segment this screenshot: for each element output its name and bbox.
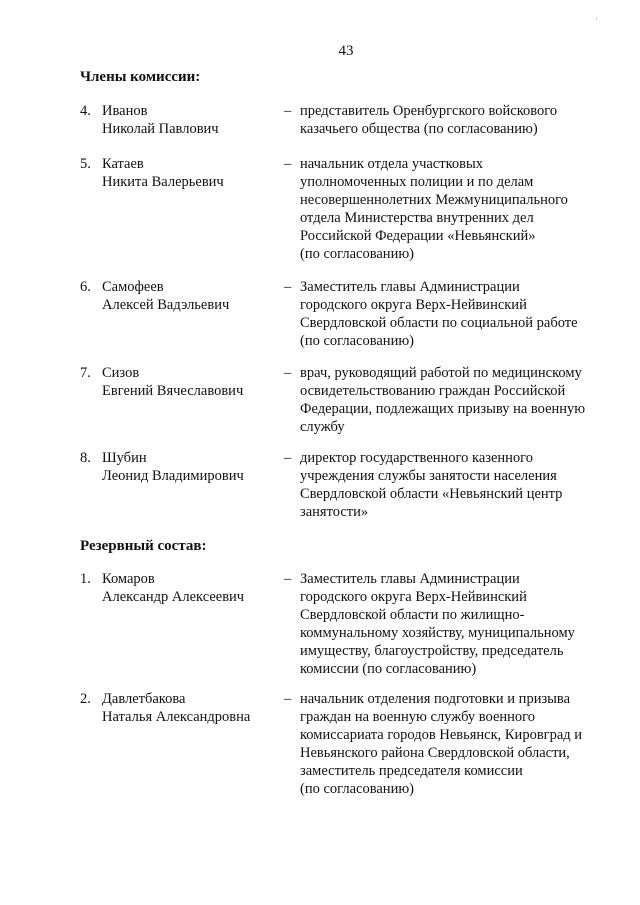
role-line: несовершеннолетних Межмуниципального	[300, 192, 568, 208]
surname: Шубин	[102, 450, 147, 466]
entry-name	[102, 364, 292, 400]
entry-dash: –	[284, 365, 292, 381]
role-line: коммунальному хозяйству, муниципальному	[300, 625, 575, 641]
role-line: начальник отдела участковых	[300, 156, 483, 172]
surname: Иванов	[102, 103, 148, 119]
role-line: Заместитель главы Администрации	[300, 571, 520, 587]
entry-number: 7.	[80, 365, 91, 381]
given-names: Николай Павлович	[102, 121, 219, 137]
entry-dash: –	[284, 571, 292, 587]
role-line: Невьянского района Свердловской области,	[300, 745, 570, 761]
role-line: казачьего общества (по согласованию)	[300, 121, 538, 137]
entry-role	[300, 570, 610, 678]
role-line: занятости»	[300, 504, 369, 520]
given-names: Леонид Владимирович	[102, 468, 244, 484]
scan-speck	[596, 18, 597, 20]
role-line: врач, руководящий работой по медицинскому	[300, 365, 582, 381]
given-names: Наталья Александровна	[102, 709, 251, 725]
entry-dash: –	[284, 279, 292, 295]
entry-dash: –	[284, 103, 292, 119]
entry-name	[102, 102, 292, 138]
surname: Катаев	[102, 156, 144, 172]
entry-role	[300, 364, 610, 436]
role-line: городского округа Верх-Нейвинский	[300, 589, 527, 605]
entry-role	[300, 690, 610, 798]
entry-name	[102, 690, 292, 726]
entry-role	[300, 102, 610, 138]
members-heading: Члены комиссии:	[80, 69, 201, 85]
role-line: начальник отделения подготовки и призыва	[300, 691, 571, 707]
entry-dash: –	[284, 156, 292, 172]
reserve-heading: Резервный состав:	[80, 538, 207, 554]
role-line: (по согласованию)	[300, 333, 414, 349]
role-line: имуществу, благоустройству, председатель	[300, 643, 564, 659]
role-line: комиссии (по согласованию)	[300, 661, 477, 677]
role-line: учреждения службы занятости населения	[300, 468, 557, 484]
surname: Сизов	[102, 365, 140, 381]
role-line: освидетельствованию граждан Российской	[300, 383, 566, 399]
entry-number: 2.	[80, 691, 91, 707]
role-line: Свердловской области по жилищно-	[300, 607, 525, 623]
entry-name	[102, 155, 292, 191]
entry-dash: –	[284, 450, 292, 466]
entry-number: 5.	[80, 156, 91, 172]
surname: Давлетбакова	[102, 691, 186, 707]
role-line: заместитель председателя комиссии	[300, 763, 523, 779]
entry-role	[300, 449, 610, 521]
entry-role	[300, 155, 610, 263]
entry-name	[102, 278, 292, 314]
page-number: 43	[338, 43, 354, 59]
role-line: представитель Оренбургского войскового	[300, 103, 558, 119]
role-line: (по согласованию)	[300, 246, 414, 262]
role-line: Свердловской области «Невьянский центр	[300, 486, 563, 502]
role-line: Российской Федерации «Невьянский»	[300, 228, 536, 244]
role-line: службу	[300, 419, 345, 435]
role-line: отдела Министерства внутренних дел	[300, 210, 534, 226]
entry-dash: –	[284, 691, 292, 707]
role-line: директор государственного казенного	[300, 450, 534, 466]
role-line: (по согласованию)	[300, 781, 414, 797]
role-line: Свердловской области по социальной работе	[300, 315, 578, 331]
role-line: городского округа Верх-Нейвинский	[300, 297, 527, 313]
surname: Комаров	[102, 571, 155, 587]
surname: Самофеев	[102, 279, 164, 295]
given-names: Евгений Вячеславович	[102, 383, 244, 399]
entry-name	[102, 570, 292, 606]
entry-role	[300, 278, 610, 350]
entry-number: 6.	[80, 279, 91, 295]
role-line: граждан на военную службу военного	[300, 709, 535, 725]
role-line: Заместитель главы Администрации	[300, 279, 520, 295]
entry-number: 4.	[80, 103, 91, 119]
given-names: Алексей Вадэльевич	[102, 297, 230, 313]
entry-number: 1.	[80, 571, 91, 587]
role-line: Федерации, подлежащих призыву на военную	[300, 401, 586, 417]
entry-name	[102, 449, 292, 485]
given-names: Никита Валерьевич	[102, 174, 224, 190]
entry-number: 8.	[80, 450, 91, 466]
role-line: комиссариата городов Невьянск, Кировград и	[300, 727, 583, 743]
role-line: уполномоченных полиции и по делам	[300, 174, 534, 190]
given-names: Александр Алексеевич	[102, 589, 245, 605]
